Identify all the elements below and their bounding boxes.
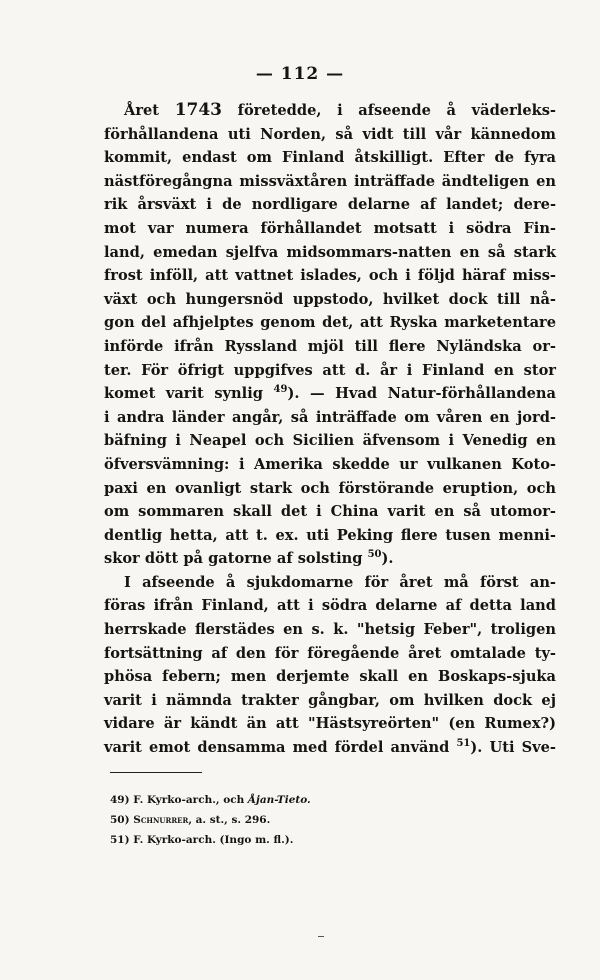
text-line: land, emedan sjelfva midsommars-natten en så stark	[104, 243, 556, 261]
body-text	[104, 99, 556, 760]
text-line: varit emot densamma med fördel använd $^{51}$). Uti Sve-	[104, 738, 556, 757]
text-line: Året 1743 företedde, i afseende å väderleks-	[124, 100, 556, 120]
text-line: i andra länder angår, så inträffade om våren en jord-	[104, 408, 556, 426]
page-mark	[318, 936, 324, 937]
text-line: paxi en ovanligt stark och förstörande eruption, och	[104, 479, 556, 497]
text-line: skor dött på gatorne af solsting $^{50}$).	[104, 549, 394, 568]
text-line: om sommaren skall det i China varit en så utomor-	[104, 503, 556, 521]
footnote-divider	[110, 772, 202, 773]
text-line: kommit, endast om Finland åtskilligt. Efter de fyra	[104, 149, 556, 167]
footnote-ref-51: 51	[456, 738, 471, 750]
footnote-49: 49) F. Kyrko-arch., och Åjan-Tieto.	[110, 794, 311, 806]
text-line: öfversvämning: i Amerika skedde ur vulkanen Koto-	[104, 455, 556, 473]
text-line: vidare är kändt än att "Hästsyreörten" (en Rumex?)	[104, 715, 556, 733]
footnote-50: 50) Schnurrer, a. st., s. 296.	[110, 814, 271, 826]
text-line: föras ifrån Finland, att i södra delarne af detta land	[104, 597, 556, 615]
footnote-ref-49: 49	[273, 384, 288, 396]
text-line: frost inföll, att vattnet islades, och i följd häraf miss-	[104, 267, 556, 285]
text-line: phösa febern; men derjemte skall en Boskaps-sjuka	[104, 668, 556, 686]
text-line: ter. För öfrigt uppgifves att d. år i Finland en stor	[104, 361, 556, 379]
text-line: varit i nämnda trakter gångbar, om hvilken dock ej	[104, 691, 556, 709]
text-line: växt och hungersnöd uppstodo, hvilket dock till nå-	[104, 290, 556, 308]
text-line: komet varit synlig $^{49}$). — Hvad Natur-förhållandena	[104, 384, 556, 403]
text-line: dentlig hetta, att t. ex. uti Peking flere tusen menni-	[104, 526, 556, 544]
text-line: fortsättning af den för föregående året omtalade ty-	[104, 644, 556, 662]
text-line: rik årsväxt i de nordligare delarne af landet; dere-	[104, 196, 556, 214]
text-line: gon del afhjelptes genom det, att Ryska marketentare	[104, 314, 556, 332]
footnotes	[110, 790, 530, 850]
text-line: mot var numera förhållandet motsatt i södra Fin-	[104, 219, 556, 237]
text-line: herrskade flerstädes en s. k. "hetsig Feber", troligen	[104, 621, 556, 639]
footnote-51: 51) F. Kyrko-arch. (Ingo m. fl.).	[110, 834, 294, 846]
text-line: införde ifrån Ryssland mjöl till flere Nyländska or-	[104, 337, 556, 355]
text-line: förhållandena uti Norden, så vidt till vår kännedom	[104, 125, 556, 143]
footnote-ref-50: 50	[367, 549, 382, 561]
page-number-header: — 112 —	[255, 64, 345, 84]
text-line: nästföregångna missväxtåren inträffade ändteligen en	[104, 172, 556, 190]
text-line: bäfning i Neapel och Sicilien äfvensom i Venedig en	[104, 432, 556, 450]
year-1743: 1743	[174, 100, 223, 120]
text-line: I afseende å sjukdomarne för året må först an-	[124, 573, 556, 591]
